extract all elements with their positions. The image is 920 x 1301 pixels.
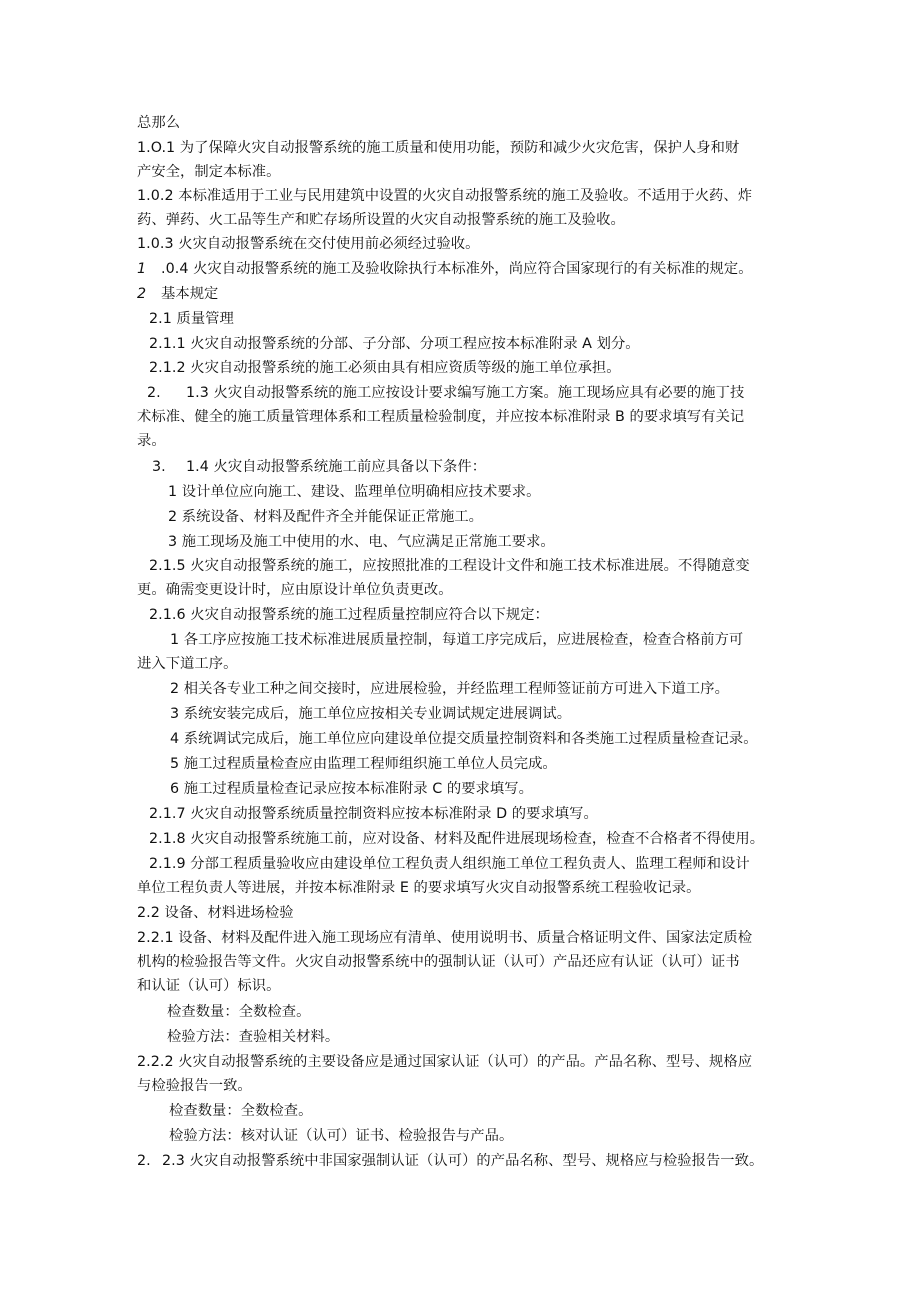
list-number: 2 <box>137 286 147 302</box>
paragraph-line: 单位工程负责人等进展，并按本标准附录 E 的要求填写火灾自动报警系统工程验收记录。 <box>137 880 701 896</box>
paragraph-line: 2.1.2 火灾自动报警系统的施工必须由具有相应资质等级的施工单位承担。 <box>149 360 621 376</box>
paragraph-line: 药、弹药、火工品等生产和贮存场所设置的火灾自动报警系统的施工及验收。 <box>137 212 625 228</box>
paragraph-line: 2.1.9 分部工程质量验收应由建设单位工程负责人组织施工单位工程负责人、监理工程师和设计 <box>149 856 750 872</box>
paragraph-line: 术标准、健全的施工质量管理体系和工程质量检验制度，并应按本标准附录 B 的要求填写有关记 <box>137 409 745 425</box>
paragraph-line: 2.1.1 火灾自动报警系统的分部、子分部、分项工程应按本标准附录 A 划分。 <box>149 336 640 352</box>
paragraph-line <box>137 259 787 279</box>
paragraph-line: 进入下道工序。 <box>137 656 238 672</box>
list-item: 2 相关各专业工种之间交接时，应进展检验，并经监理工程师签证前方可进入下道工序。 <box>170 681 729 697</box>
paragraph-line: 与检验报告一致。 <box>137 1078 252 1094</box>
list-number: 2. <box>147 385 161 401</box>
paragraph-line <box>147 383 792 403</box>
list-number: 3. <box>152 459 166 475</box>
paragraph-line: 2.1.7 火灾自动报警系统质量控制资料应按本标准附录 D 的要求填写。 <box>149 806 598 822</box>
line-text: 2.3 火灾自动报警系统中非国家强制认证（认可）的产品名称、型号、规格应与检验报告一致。 <box>162 1153 764 1169</box>
check-quantity: 检查数量：全数检查。 <box>167 1004 311 1020</box>
list-number: 2. <box>137 1153 151 1169</box>
list-item: 4 系统调试完成后，施工单位应向建设单位提交质量控制资料和各类施工过程质量检查记录。 <box>170 731 758 747</box>
paragraph-line: 1.0.2 本标准适用于工业与民用建筑中设置的火灾自动报警系统的施工及验收。不适用于火药、炸 <box>137 188 753 204</box>
line-text: 1.4 火灾自动报警系统施工前应具备以下条件： <box>186 459 487 475</box>
list-item: 1 各工序应按施工技术标准进展质量控制，每道工序完成后，应进展检查，检查合格前方可 <box>170 632 744 648</box>
list-item: 6 施工过程质量检查记录应按本标准附录 C 的要求填写。 <box>170 781 533 797</box>
section-heading: 总那么 <box>137 115 181 131</box>
line-text: .0.4 火灾自动报警系统的施工及验收除执行本标准外，尚应符合国家现行的有关标准的规定。 <box>161 261 753 277</box>
list-number: 1 <box>137 261 147 277</box>
paragraph-line: 2.2.1 设备、材料及配件进入施工现场应有清单、使用说明书、质量合格证明文件、国家法定质检 <box>137 930 753 946</box>
paragraph-line: 1.O.1 为了保障火灾自动报警系统的施工质量和使用功能，预防和减少火灾危害，保护人身和财 <box>137 140 740 156</box>
line-text: 基本规定 <box>161 286 219 302</box>
paragraph-line: 2.2.2 火灾自动报警系统的主要设备应是通过国家认证（认可）的产品。产品名称、型号、规格应 <box>137 1054 753 1070</box>
list-item: 3 施工现场及施工中使用的水、电、气应满足正常施工要求。 <box>168 534 555 550</box>
check-method: 检验方法：查验相关材料。 <box>167 1029 340 1045</box>
paragraph-line <box>137 1151 792 1171</box>
check-quantity: 检查数量：全数检查。 <box>169 1103 313 1119</box>
subsection-heading: 2.1 质量管理 <box>149 311 234 327</box>
paragraph-line: 2.1.8 火灾自动报警系统施工前，应对设备、材料及配件进展现场检查，检查不合格者不得使用。 <box>149 831 765 847</box>
paragraph-line: 2.1.5 火灾自动报警系统的施工，应按照批准的工程设计文件和施工技术标准进展。不得随意变 <box>149 558 750 574</box>
paragraph-line: 机构的检验报告等文件。火灾自动报警系统中的强制认证（认可）产品还应有认证（认可）证书 <box>137 954 740 970</box>
paragraph-line <box>152 457 792 477</box>
list-item: 5 施工过程质量检查应由监理工程师组织施工单位人员完成。 <box>170 756 557 772</box>
list-item: 2 系统设备、材料及配件齐全并能保证正常施工。 <box>168 509 484 525</box>
subsection-heading: 2.2 设备、材料进场检验 <box>137 905 294 921</box>
paragraph-line: 2.1.6 火灾自动报警系统的施工过程质量控制应符合以下规定： <box>149 607 549 623</box>
list-item: 3 系统安装完成后，施工单位应按相关专业调试规定进展调试。 <box>170 706 572 722</box>
list-item: 1 设计单位应向施工、建设、监理单位明确相应技术要求。 <box>168 484 541 500</box>
paragraph-line: 和认证（认可）标识。 <box>137 978 281 994</box>
section-heading <box>137 284 787 304</box>
check-method: 检验方法：核对认证（认可）证书、检验报告与产品。 <box>169 1128 514 1144</box>
paragraph-line: 录。 <box>137 433 166 449</box>
paragraph-line: 产安全，制定本标准。 <box>137 164 281 180</box>
paragraph-line: 更。确需变更设计时，应由原设计单位负责更改。 <box>137 582 453 598</box>
paragraph-line: 1.0.3 火灾自动报警系统在交付使用前必须经过验收。 <box>137 236 480 252</box>
line-text: 1.3 火灾自动报警系统的施工应按设计要求编写施工方案。施工现场应具有必要的施丁技 <box>186 385 745 401</box>
